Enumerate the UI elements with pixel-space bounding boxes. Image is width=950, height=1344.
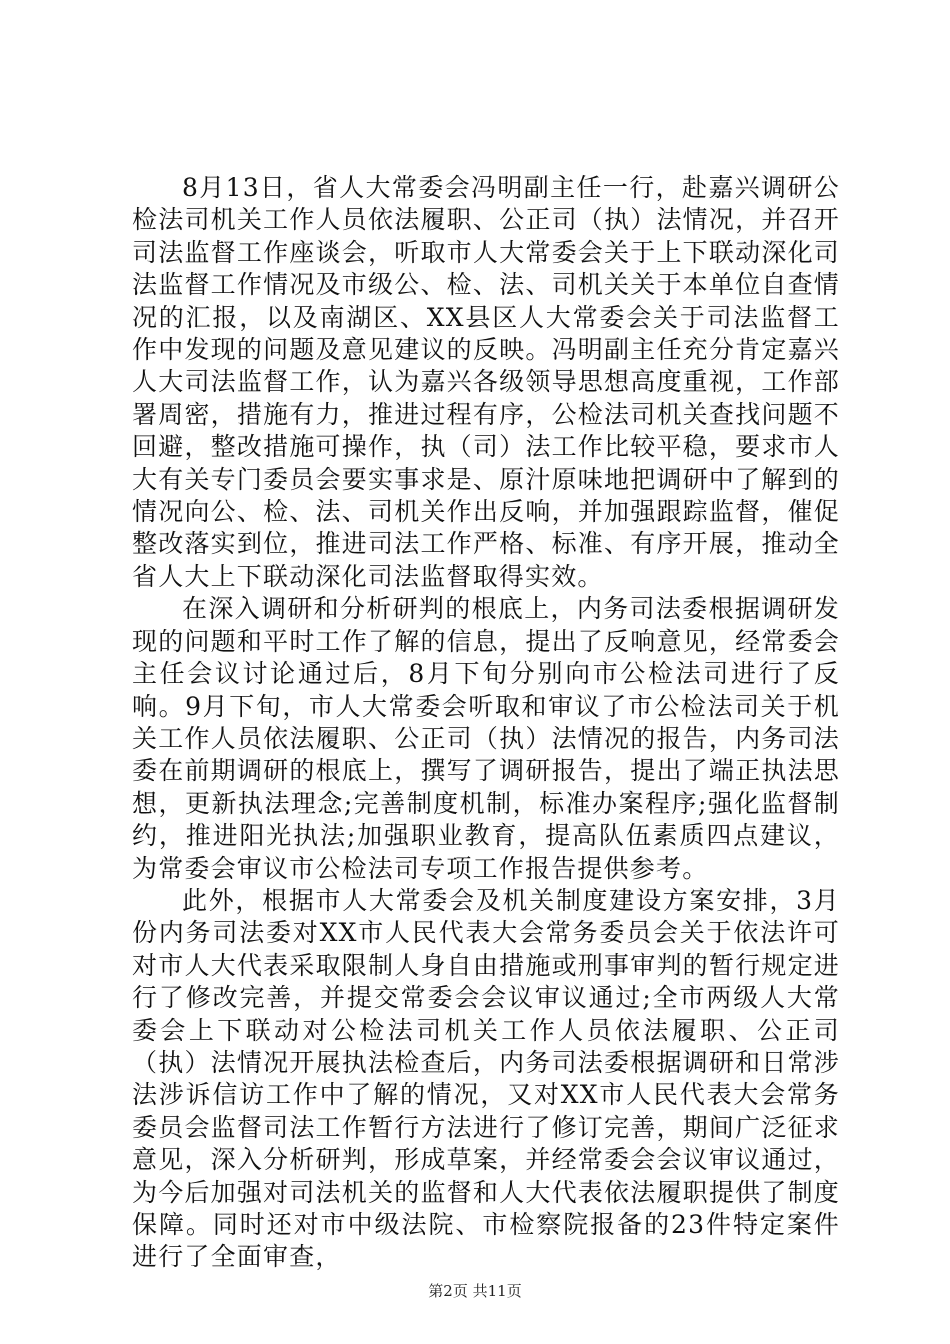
paragraph-2: 在深入调研和分析研判的根底上，内务司法委根据调研发现的问题和平时工作了解的信息，提出了反响意见，经常委会主任会议讨论通过后，8月下旬分别向市公检法司进行了反响。9月下旬，市人大常委会听取和审议了市公检法司关于机关工作人员依法履职、公正司（执）法情况的报告，内务司法委在前期调研的根底上，撰写了调研报告，提出了端正执法思想，更新执法理念;完善制度机制，标准办案程序;强化监督制约，推进阳光执法;加强职业教育，提高队伍素质四点建议，为常委会审议市公检法司专项工作报告提供参考。 bbox=[132, 594, 840, 883]
paragraph-3: 此外，根据市人大常委会及机关制度建设方案安排，3月份内务司法委对XX市人民代表大会常务委员会关于依法许可对市人大代表采取限制人身自由措施或刑事审判的暂行规定进行了修改完善，并提交常委会会议审议通过;全市两级人大常委会上下联动对公检法司机关工作人员依法履职、公正司（执）法情况开展执法检查后，内务司法委根据调研和日常涉法涉诉信访工作中了解的情况，又对XX市人民代表大会常务委员会监督司法工作暂行方法进行了修订完善，期间广泛征求意见，深入分析研判，形成草案，并经常委会会议审议通过，为今后加强对司法机关的监督和人大代表依法履职提供了制度保障。同时还对市中级法院、市检察院报备的23件特定案件进行了全面审查， bbox=[132, 885, 840, 1272]
document-body bbox=[132, 172, 840, 1274]
page-number-footer: 第2页 共11页 bbox=[428, 1282, 522, 1300]
paragraph-1: 8月13日，省人大常委会冯明副主任一行，赴嘉兴调研公检法司机关工作人员依法履职、公正司（执）法情况，并召开司法监督工作座谈会，听取市人大常委会关于上下联动深化司法监督工作情况及市级公、检、法、司机关关于本单位自查情况的汇报，以及南湖区、XX县区人大常委会关于司法监督工作中发现的问题及意见建议的反映。冯明副主任充分肯定嘉兴人大司法监督工作，认为嘉兴各级领导思想高度重视，工作部署周密，措施有力，推进过程有序，公检法司机关查找问题不回避，整改措施可操作，执（司）法工作比较平稳，要求市人大有关专门委员会要实事求是、原汁原味地把调研中了解到的情况向公、检、法、司机关作出反响，并加强跟踪监督，催促整改落实到位，推进司法工作严格、标准、有序开展，推动全省人大上下联动深化司法监督取得实效。 bbox=[132, 173, 840, 591]
